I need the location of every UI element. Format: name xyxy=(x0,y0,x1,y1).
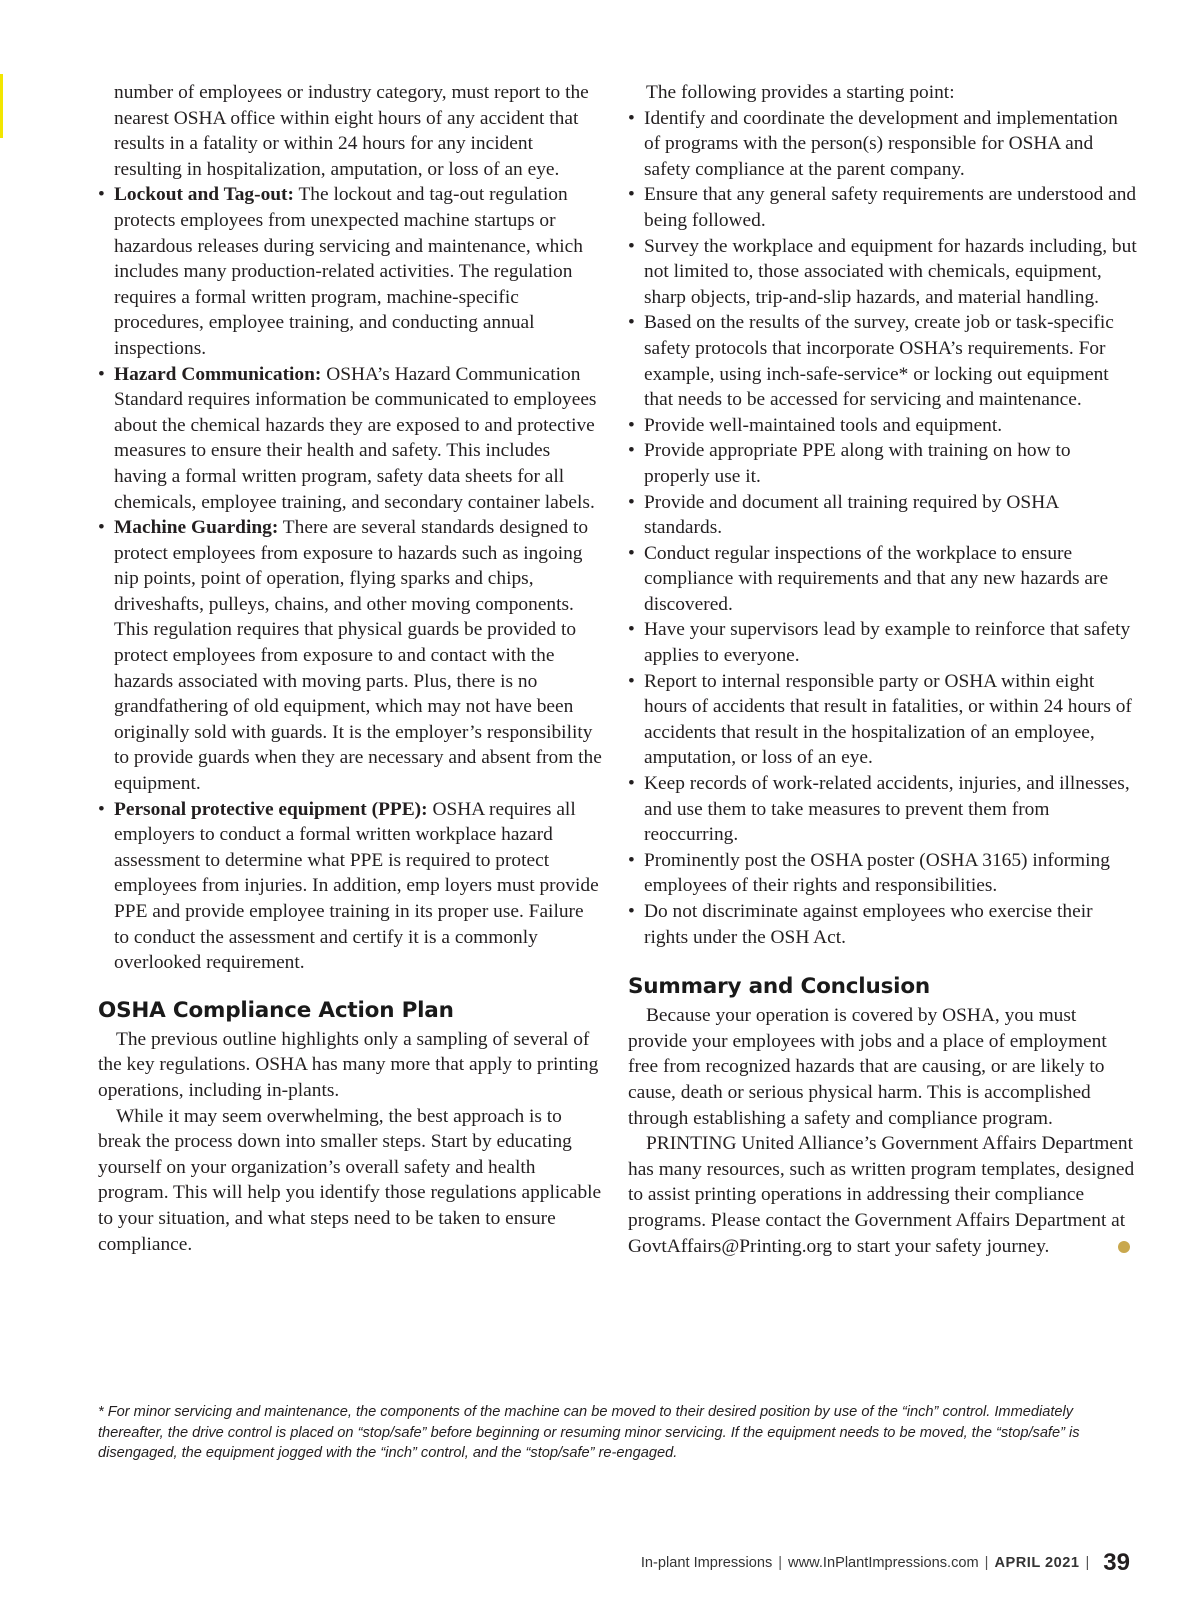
list-item: • Conduct regular inspections of the workplace to ensure compliance with requirements and that any new hazards are discovered. xyxy=(628,541,1138,618)
bullet-text: The lockout and tag-out regulation protects employees from unexpected machine startups or hazardous releases during servicing and maintenance, which includes many production-related activities. The regulation requires a formal written program, machine-specific procedures, employee training, and conducting annual inspections. xyxy=(114,184,583,359)
bullet-text: OSHA requires all employers to conduct a formal written workplace hazard assessment to determine what PPE is required to protect employees from injuries. In addition, emp loyers must provide PPE and provide employee training in its proper use. Failure to conduct the assessment and certify it is a commonly overlooked requirement. xyxy=(114,798,599,974)
right-column xyxy=(628,80,1138,1259)
paragraph xyxy=(628,1131,1138,1259)
list-item xyxy=(98,182,603,361)
list-item: • Survey the workplace and equipment for hazards including, but not limited to, those associated with chemicals, equipment, sharp objects, trip-and-slip hazards, and material handling. xyxy=(628,234,1138,311)
list-item: • Report to internal responsible party or OSHA within eight hours of accidents that result in fatalities, or within 24 hours of accidents that result in the hospitalization of an employee, amputation, or loss of an eye. xyxy=(628,669,1138,771)
list-item: • Identify and coordinate the development and implementation of programs with the person(s) responsible for OSHA and safety compliance at the parent company. xyxy=(628,106,1138,183)
issue-date: APRIL 2021 xyxy=(994,1555,1080,1571)
list-item xyxy=(98,797,603,976)
bullet-lead: Hazard Communication: xyxy=(114,363,322,385)
page-footer xyxy=(641,1546,1130,1580)
list-item: • Provide and document all training required by OSHA standards. xyxy=(628,490,1138,541)
continuation-text: number of employees or industry category, must report to the nearest OSHA office within eight hours of any accident that results in a fatality or within 24 hours for any incident resulting in hospitalization, amputation, or loss of an eye. xyxy=(114,82,589,180)
paragraph: Because your operation is covered by OSHA, you must provide your employees with jobs and a place of employment free from recognized hazards that are causing, or are likely to cause, death or serious physical harm. This is accomplished through establishing a safety and compliance program. xyxy=(628,1005,1107,1129)
paragraph: While it may seem overwhelming, the best approach is to break the process down into smaller steps. Start by educating yourself on your organization’s overall safety and health program. This will help you identify those regulations applicable to your situation, and what steps need to be taken to ensure compliance. xyxy=(98,1105,602,1255)
publication-name: In-plant Impressions xyxy=(640,1555,773,1571)
left-column xyxy=(98,80,603,1257)
list-item: • Keep records of work-related accidents, injuries, and illnesses, and use them to take measures to prevent them from reoccurring. xyxy=(628,771,1138,848)
end-of-article-icon xyxy=(1118,1241,1130,1253)
list-item: • Have your supervisors lead by example to reinforce that safety applies to everyone. xyxy=(628,617,1138,668)
action-list xyxy=(628,106,1138,951)
footnote: * For minor servicing and maintenance, the components of the machine can be moved to their desired position by use of the “inch” control. Immediately thereafter, the drive control is placed on “stop/safe” before beginning or resuming minor servicing. If the equipment needs to be moved, the “stop/safe” is disengaged, the equipment jogged with the “inch” control, and the “stop/safe” re-engaged. xyxy=(98,1404,1080,1462)
list-item: • Provide appropriate PPE along with training on how to properly use it. xyxy=(628,438,1138,489)
list-item: • Based on the results of the survey, create job or task-specific safety protocols that incorporate OSHA’s requirements. For example, using inch-safe-service* or locking out equipment that needs to be accessed for servicing and maintenance. xyxy=(628,310,1138,412)
bullet-text: OSHA’s Hazard Communication Standard requires information be communicated to employees about the chemical hazards they are exposed to and protective measures to ensure their health and safety. This includes having a formal written program, safety data sheets for all chemicals, employee training, and secondary container labels. xyxy=(114,363,597,513)
footer-separator: | xyxy=(984,1555,989,1571)
list-item: • Prominently post the OSHA poster (OSHA 3165) informing employees of their rights and responsibilities. xyxy=(628,848,1138,899)
bullet-lead: Lockout and Tag-out: xyxy=(114,184,294,206)
list-item: • Ensure that any general safety requirements are understood and being followed. xyxy=(628,182,1138,233)
footer-separator: | xyxy=(778,1555,783,1571)
paragraph-text: PRINTING United Alliance’s Government Affairs Department has many resources, such as written program templates, designed to assist printing operations in addressing their compliance programs. Please contact the Government Affairs Department at GovtAffairs@Printing.org to start your safety journey. xyxy=(628,1133,1135,1257)
bullet-text: There are several standards designed to protect employees from exposure to hazards such as ingoing nip points, point of operation, flying sparks and chips, driveshafts, pulleys, chains, and other moving components. This regulation requires that physical guards be provided to protect employees from exposure to and contact with the hazards associated with moving parts. Plus, there is no grandfathering of old equipment, which may not have been originally sold with guards. It is the employer’s responsibility to provide guards when they are necessary and absent from the equipment. xyxy=(114,517,602,795)
list-item: • Provide well-maintained tools and equipment. xyxy=(628,413,1138,439)
list-item xyxy=(98,515,603,797)
paragraph: The previous outline highlights only a sampling of several of the key regulations. OSHA has many more that apply to printing operations, including in-plants. xyxy=(98,1028,599,1101)
accent-bar xyxy=(0,74,3,138)
section-heading-summary: Summary and Conclusion xyxy=(628,974,931,1000)
list-item xyxy=(98,362,603,516)
footer-separator: | xyxy=(1085,1555,1090,1571)
website-link[interactable]: www.InPlantImpressions.com xyxy=(788,1555,979,1571)
bullet-lead: Personal protective equipment (PPE): xyxy=(114,798,428,820)
intro-text: The following provides a starting point: xyxy=(646,82,955,103)
list-item: • Do not discriminate against employees who exercise their rights under the OSH Act. xyxy=(628,899,1138,950)
section-heading-action-plan: OSHA Compliance Action Plan xyxy=(98,997,454,1023)
regulation-list xyxy=(98,182,603,975)
bullet-lead: Machine Guarding: xyxy=(114,517,279,539)
page-number: 39 xyxy=(1103,1549,1130,1576)
